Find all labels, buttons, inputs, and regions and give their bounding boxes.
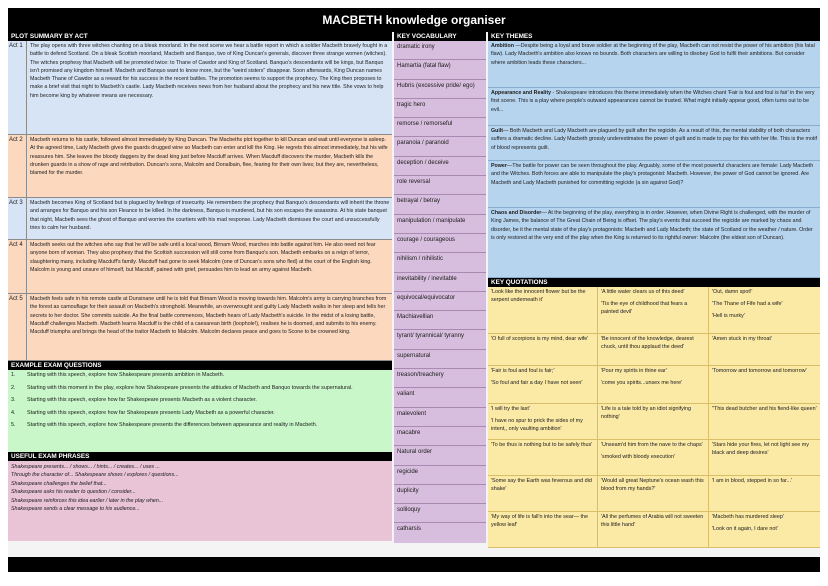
themes-column [488,32,820,548]
theme-name: Guilt [491,128,504,134]
quotation: 'Look on it again, I dare not' [712,525,778,532]
quotation: 'Tomorrow and tomorrow and tomorrow' [712,368,807,374]
quotation: 'All the perfumes of Arabia will not sweeten this little hand' [601,514,704,528]
quote-cell [488,334,598,366]
quotation: 'Out, damn spot!' [712,289,753,295]
vocab-term: supernatural [394,350,486,369]
quotation: 'Unseam'd him from the nave to the chaps' [601,442,703,448]
vocab-term: manipulation / manipulate [394,215,486,234]
vocab-term: valiant [394,388,486,407]
theme-name: Chaos and Disorder [491,210,542,216]
exam-question [8,397,392,405]
act-summary: Macbeth seeks out the witches who say that he will be safe until a local wood, Birnam Wood, marches into battle against him. He also need not fear anyone born of woman. They also prophesy that the Scottish succession will still come from Banquo's son. Macbeth embarks on a reign of terror, slaughtering many, including Macduff's family. Macduff had gone to seek Malcolm (one of Duncan's sons who fled) at the court of the English king. Malcolm is young and unsure of himself, but Macduff, pained with grief, persuades him to lead an army against Macbeth. [30,242,376,273]
quote-cell [488,476,598,512]
quote-cell [709,476,820,512]
exam-question [8,410,392,418]
act-label: Act 5 [8,294,27,360]
quotation: 'I have no spur to prick the sides of my intent,, only vaulting ambition' [491,417,583,432]
quote-cell [598,512,709,548]
quotation: 'I am in blood, stepped in so far...' [712,478,792,484]
quote-cell [709,440,820,476]
theme-guilt [488,126,820,161]
act-row-2 [8,135,392,198]
exam-phrases-list [8,461,392,541]
knowledge-organiser-sheet [8,8,820,572]
question-number: 2. [11,384,16,391]
exam-phrase: Shakespeare presents... / shows... / hints... / creates... / uses ... [11,464,160,470]
theme-text: - Shakespeare introduces this theme immediately when the Witches chant 'Fair is foul and foul is fair' in the very first scene. This is a play where people's outward appearances cannot be trusted. What might initially appear good, often turns out to be evil... [491,90,815,113]
quotation: 'I will try the last' [491,406,530,412]
quote-cell [598,287,709,334]
vocab-term: tyrant/ tyrannical/ tyranny [394,330,486,349]
exam-phrase: Through the character of... Shakespeare shows / explores / questions... [11,472,179,479]
theme-text: — Both Macbeth and Lady Macbeth are plagued by guilt after the regicide. As a result of this, the mental stability of both characters suffers a dramatic decline. Lady Macbeth grossly underestimates the power of guilt and is made to pay for this with her life. This is the motif of blood represents guilt. [491,128,818,151]
quotation: 'Some say the Earth was feverous and did shake' [491,478,592,492]
theme-power [488,161,820,208]
act-summary: Macbeth becomes King of Scotland but is plagued by feelings of insecurity. He remembers the prophecy that Banquo's descendants will inherit the throne and arranges for Banquo and his son Fleance to be killed. In the darkness, Banquo is murdered, but his son escapes the assassins. At his state banquet that night, Macbeth sees the ghost of Banquo and worries the courtiers with his mad response. Lady Macbeth dismisses the court and unsuccessfully tries to calm her husband. [30,200,390,231]
exam-phrase: Shakespeare challenges the belief that... [11,480,107,487]
vocab-term: tragic hero [394,99,486,118]
question-text: Starting with this moment in the play, explore how Shakespeare presents the attitudes of Macbeth and Banquo towards the supernatural. [27,384,353,391]
quotation: 'Would all great Neptune's ocean wash this blood from my hands?' [601,478,704,492]
theme-appearance-reality [488,88,820,126]
question-text: Starting with this speech, explore how far Shakespeare presents Lady Macbeth as a powerful character. [27,409,275,416]
key-themes-header: KEY THEMES [488,32,820,41]
plot-column [8,32,392,541]
act-label: Act 3 [8,198,27,239]
act-summary: Macbeth feels safe in his remote castle at Dunsinane until he is told that Birnam Wood is moving towards him. Malcolm's army is carrying branches from the forest as camouflage for their assault on Macbeth's stronghold. Meanwhile, an overwrought and guilty Lady Macbeth walks in her sleep and tells her secrets to her doctor. She commits suicide. As the final battle commences, Macbeth hears of Lady Macbeth's suicide. In the midst of a losing battle, Macduff challenges Macbeth. Macbeth learns Macduff is the child of a caesarean birth (loophole!), realises he is doomed, and submits to his enemy. Macduff triumphs and brings the head of the traitor Macbeth to Malcolm. Malcolm declares peace and goes to Scone to be crowned king. [30,296,387,336]
quotation: 'smoked with bloody execution' [601,453,675,460]
vocab-term: paranoia / paranoid [394,137,486,156]
exam-phrases-header: USEFUL EXAM PHRASES [8,452,392,461]
vocab-term: inevitability / inevitable [394,273,486,292]
theme-text: — At the beginning of the play, everything is in order. However, when Divine Right is challenged, with the murder of King James, the balance of The Great Chain of Being is offset. The play's events that succeed the regicide are marked by chaos and disorder, be it the mental state of the play's protagonists: Macbeth and Lady Macbeth; the state of Scotland or the weather / nature. Order is only restored at the very end of the play when the King is returned to its rightful owner: Malcolm (the eldest son of Duncan). [491,210,813,241]
plot-summary-header: PLOT SUMMARY BY ACT [8,32,392,41]
theme-text: —The battle for power can be seen throughout the play. Arguably, some of the most powerful characters are female: Lady Macbeth and the Witches. Both forces are able to manipulate the play's protagonist: Macbeth. However, the power of God cannot be ignored. Are Macbeth and Lady Macbeth punished for committing regicide (a sin against God)? [491,163,814,186]
quotation: 'Macbeth has murdered sleep' [712,514,784,520]
exam-phrase: Shakespeare asks his reader to question / consider... [11,489,136,496]
theme-name: Ambition [491,43,514,49]
quotation: 'come you spirits...unsex me here' [601,379,683,386]
quotations-grid [488,287,820,548]
key-vocabulary-header: KEY VOCABULARY [394,32,486,41]
quote-cell [709,287,820,334]
vocab-term: treason/treachery [394,369,486,388]
vocab-term: courage / courageous [394,234,486,253]
question-number: 1. [11,372,16,378]
act-row-3 [8,198,392,240]
act-row-1 [8,41,392,135]
question-number: 3. [11,397,16,404]
question-text: Starting with this speech, explore how Shakespeare presents the differences between appearance and reality in Macbeth. [27,422,318,429]
quotation: 'My way of life is fall'n into the sear— the yellow leaf' [491,514,589,528]
key-quotations-header: KEY QUOTATIONS [488,278,820,287]
quotation: 'Life is a tale told by an idiot signifying nothing' [601,406,692,420]
act-label: Act 4 [8,240,27,293]
quote-cell [488,287,598,334]
quote-cell [488,512,598,548]
act-row-5 [8,294,392,361]
theme-name: Power [491,163,507,169]
exam-phrase: Shakespeare reinforces this idea earlier / later in the play when... [11,497,164,504]
vocab-term: malevolent [394,408,486,427]
quote-cell [598,440,709,476]
theme-chaos-disorder [488,208,820,278]
act-summary: Macbeth returns to his castle, followed almost immediately by King Duncan. The Macbeths plot together to kill Duncan and wait until everyone is asleep. At the agreed time, Lady Macbeth gives the guards drugged wine so Macbeth can enter and kill the King. He regrets this almost immediately, but his wife reassures him. She leaves the bloody daggers by the dead king just before Macduff arrives. When Macduff discovers the murder, Macbeth kills the drunken guards in a show of rage and retribution. Duncan's sons, Malcolm and Donalbain, flee, fearing for their own lives; but they are, nevertheless, blamed for the murder. [30,137,388,177]
vocab-term: nihilism / nihilistic [394,253,486,272]
quote-cell [488,440,598,476]
act-row-4 [8,240,392,294]
quotation: ''This dead butcher and his fiend-like queen' [712,406,817,412]
exam-questions-header: EXAMPLE EXAM QUESTIONS [8,361,392,370]
question-number: 4. [11,409,16,416]
question-text: Starting with this speech, explore how far Shakespeare presents Macbeth as a violent character. [27,397,257,404]
exam-question [8,372,392,380]
question-number: 5. [11,422,16,429]
quotation: 'So foul and fair a day I have not seen' [491,379,583,386]
quotation: 'The Thane of Fife had a wife' [712,300,783,307]
theme-text: —Despite being a loyal and brave soldier at the beginning of the play, Macbeth can not resist the power of his ambition (his fatal flaw). Lady Macbeth's ambition also knows no bounds. Both characters are willing to disobey God to fulfil their ambitions. But consider where ambition leads these characters... [491,43,815,66]
theme-ambition [488,41,820,88]
quote-cell [598,334,709,366]
vocab-term: regicide [394,466,486,485]
quote-cell [709,404,820,440]
vocab-term: Natural order [394,446,486,465]
exam-questions-list [8,370,392,452]
vocab-term: Hubris (excessive pride/ ego) [394,80,486,99]
bottom-bar [8,557,820,572]
act-label: Act 2 [8,135,27,197]
quotation: 'Stars hide your fires, let not light see my black and deep desires' [712,442,809,456]
quote-cell [488,366,598,404]
quote-cell [488,404,598,440]
vocab-term: equivocal/equivocator [394,292,486,311]
quotation: 'To be thus is nothing but to be safely thus' [491,442,593,448]
act-summary: The play opens with three witches chanting on a bleak moorland. In the next scene we hear a battle report in which a soldier Macbeth bravely fought in a battle to defend Scotland. On a bleak Scottish moorland, Macbeth and Banquo, two of King Duncan's generals, discover three strange women (witches). The witches prophesy that Macbeth will be promoted twice: to Thane of Cawdor and King of Scotland. Banquo's descendants will be kings, but Banquo isn't promised any kingdom himself. Macbeth and Banquo want to know more, but the "weird sisters" disappear. Soon afterwards, King Duncan names Macbeth Thane of Cawdor as a reward for his success in the recent battles. The promotion seems to support the prophecy. The King then proposes to make a brief visit that night to Macbeth's castle. Lady Macbeth receives news from her husband about the prophecy and his new title. She vows to help him become king by whatever means are necessary. [30,43,388,99]
quotation: 'Pour my spirits in thine ear' [601,368,667,374]
quotation: 'Tis the eye of childhood that fears a painted devil' [601,300,688,315]
page-title: MACBETH knowledge organiser [8,8,820,32]
quotation: 'Hell is murky' [712,312,745,319]
vocabulary-list [394,41,486,543]
exam-question [8,422,392,430]
quote-cell [709,512,820,548]
vocab-term: duplicity [394,485,486,504]
vocab-term: dramatic irony [394,41,486,60]
quotation: 'A little water clears us of this deed' [601,289,685,295]
vocab-term: soliloquy [394,504,486,523]
theme-name: Appearance and Reality [491,90,552,96]
quote-cell [709,334,820,366]
quote-cell [598,366,709,404]
quotation: 'O full of scorpions is my mind, dear wife' [491,336,589,342]
question-text: Starting with this speech, explore how Shakespeare presents ambition in Macbeth. [27,372,225,378]
vocab-term: role reversal [394,176,486,195]
vocab-term: betrayal / betray [394,195,486,214]
quotation: 'Be innocent of the knowledge, dearest chuck, until thou applaud the deed' [601,336,694,350]
quotation: 'Look like the innocent flower but be the serpent underneath it' [491,289,586,303]
quotation: 'Amen stuck in my throat' [712,336,772,342]
vocab-term: deception / deceive [394,157,486,176]
vocab-term: remorse / remorseful [394,118,486,137]
vocab-term: macabre [394,427,486,446]
act-label: Act 1 [8,41,27,134]
quote-cell [598,476,709,512]
vocab-term: Machiavellian [394,311,486,330]
quotation: 'Fair is foul and foul is fair;' [491,368,555,374]
vocab-term: catharsis [397,526,422,533]
quote-cell [598,404,709,440]
exam-question [8,385,392,393]
vocab-term: Hamartia (fatal flaw) [394,60,486,79]
vocabulary-column [394,32,486,543]
exam-phrase: Shakespeare sends a clear message to his audience... [11,506,140,513]
quote-cell [709,366,820,404]
